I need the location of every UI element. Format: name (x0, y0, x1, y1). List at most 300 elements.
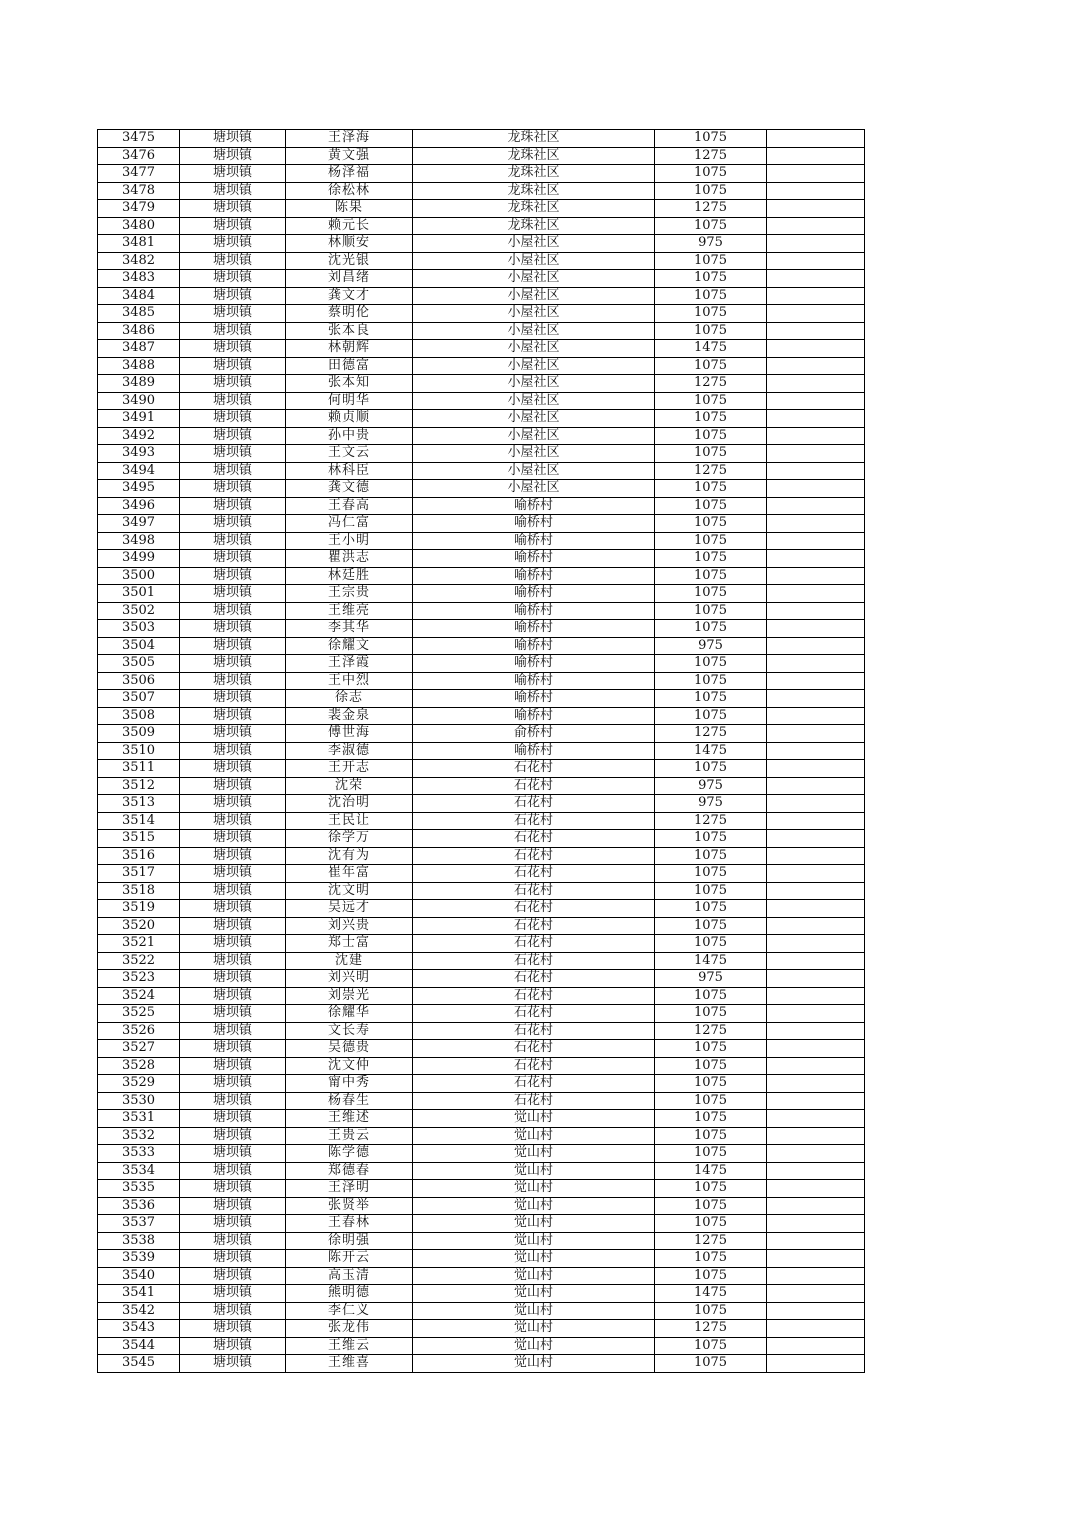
amount-cell: 975 (655, 637, 767, 655)
seq-cell: 3502 (98, 602, 180, 620)
village-cell: 觉山村 (413, 1127, 655, 1145)
town-cell: 塘坝镇 (180, 1145, 286, 1163)
seq-cell: 3488 (98, 357, 180, 375)
seq-cell: 3506 (98, 672, 180, 690)
table-row (98, 987, 865, 1005)
town-cell: 塘坝镇 (180, 690, 286, 708)
name-cell: 赖贞顺 (286, 410, 413, 428)
village-cell: 石花村 (413, 882, 655, 900)
seq-cell: 3520 (98, 917, 180, 935)
remark-cell (767, 515, 865, 533)
name-cell: 田德富 (286, 357, 413, 375)
remark-cell (767, 462, 865, 480)
village-cell: 喻桥村 (413, 532, 655, 550)
seq-cell: 3522 (98, 952, 180, 970)
remark-cell (767, 812, 865, 830)
table-row (98, 847, 865, 865)
village-cell: 觉山村 (413, 1267, 655, 1285)
table-row (98, 147, 865, 165)
village-cell: 石花村 (413, 812, 655, 830)
name-cell: 郑德春 (286, 1162, 413, 1180)
seq-cell: 3482 (98, 252, 180, 270)
amount-cell: 1075 (655, 1092, 767, 1110)
remark-cell (767, 550, 865, 568)
name-cell: 杨春生 (286, 1092, 413, 1110)
remark-cell (767, 620, 865, 638)
seq-cell: 3543 (98, 1320, 180, 1338)
town-cell: 塘坝镇 (180, 882, 286, 900)
amount-cell: 1275 (655, 147, 767, 165)
remark-cell (767, 917, 865, 935)
seq-cell: 3541 (98, 1285, 180, 1303)
name-cell: 王春林 (286, 1215, 413, 1233)
table-row (98, 812, 865, 830)
table-row (98, 672, 865, 690)
amount-cell: 1075 (655, 935, 767, 953)
village-cell: 觉山村 (413, 1110, 655, 1128)
seq-cell: 3533 (98, 1145, 180, 1163)
seq-cell: 3540 (98, 1267, 180, 1285)
seq-cell: 3517 (98, 865, 180, 883)
town-cell: 塘坝镇 (180, 1057, 286, 1075)
amount-cell: 1075 (655, 410, 767, 428)
town-cell: 塘坝镇 (180, 1232, 286, 1250)
name-cell: 赖元长 (286, 217, 413, 235)
seq-cell: 3483 (98, 270, 180, 288)
remark-cell (767, 725, 865, 743)
subsidy-table-body (98, 130, 865, 1373)
town-cell: 塘坝镇 (180, 1355, 286, 1373)
village-cell: 石花村 (413, 1005, 655, 1023)
village-cell: 石花村 (413, 987, 655, 1005)
amount-cell: 1475 (655, 1162, 767, 1180)
seq-cell: 3480 (98, 217, 180, 235)
remark-cell (767, 392, 865, 410)
amount-cell: 1075 (655, 165, 767, 183)
amount-cell: 1075 (655, 497, 767, 515)
remark-cell (767, 182, 865, 200)
name-cell: 王开志 (286, 760, 413, 778)
remark-cell (767, 340, 865, 358)
name-cell: 龚文才 (286, 287, 413, 305)
remark-cell (767, 1250, 865, 1268)
name-cell: 王春高 (286, 497, 413, 515)
village-cell: 觉山村 (413, 1355, 655, 1373)
seq-cell: 3519 (98, 900, 180, 918)
village-cell: 小屋社区 (413, 462, 655, 480)
amount-cell: 1075 (655, 357, 767, 375)
table-row (98, 1215, 865, 1233)
name-cell: 冯仁富 (286, 515, 413, 533)
remark-cell (767, 602, 865, 620)
table-row (98, 970, 865, 988)
amount-cell: 1075 (655, 515, 767, 533)
name-cell: 蔡明伦 (286, 305, 413, 323)
town-cell: 塘坝镇 (180, 410, 286, 428)
seq-cell: 3498 (98, 532, 180, 550)
town-cell: 塘坝镇 (180, 165, 286, 183)
amount-cell: 1475 (655, 1285, 767, 1303)
town-cell: 塘坝镇 (180, 935, 286, 953)
amount-cell: 1075 (655, 847, 767, 865)
seq-cell: 3501 (98, 585, 180, 603)
town-cell: 塘坝镇 (180, 182, 286, 200)
table-row (98, 690, 865, 708)
remark-cell (767, 1197, 865, 1215)
table-row (98, 217, 865, 235)
name-cell: 沈建 (286, 952, 413, 970)
table-row (98, 882, 865, 900)
seq-cell: 3536 (98, 1197, 180, 1215)
amount-cell: 1075 (655, 1127, 767, 1145)
village-cell: 喻桥村 (413, 602, 655, 620)
name-cell: 徐耀华 (286, 1005, 413, 1023)
village-cell: 小屋社区 (413, 392, 655, 410)
amount-cell: 1075 (655, 760, 767, 778)
village-cell: 觉山村 (413, 1162, 655, 1180)
amount-cell: 975 (655, 777, 767, 795)
name-cell: 王民让 (286, 812, 413, 830)
table-row (98, 1005, 865, 1023)
village-cell: 小屋社区 (413, 270, 655, 288)
village-cell: 石花村 (413, 935, 655, 953)
name-cell: 王维述 (286, 1110, 413, 1128)
village-cell: 喻桥村 (413, 567, 655, 585)
remark-cell (767, 357, 865, 375)
amount-cell: 975 (655, 795, 767, 813)
remark-cell (767, 1180, 865, 1198)
amount-cell: 1075 (655, 602, 767, 620)
village-cell: 喻桥村 (413, 550, 655, 568)
village-cell: 龙珠社区 (413, 147, 655, 165)
table-row (98, 1075, 865, 1093)
amount-cell: 1075 (655, 1267, 767, 1285)
name-cell: 何明华 (286, 392, 413, 410)
town-cell: 塘坝镇 (180, 532, 286, 550)
seq-cell: 3538 (98, 1232, 180, 1250)
seq-cell: 3484 (98, 287, 180, 305)
town-cell: 塘坝镇 (180, 1180, 286, 1198)
table-row (98, 760, 865, 778)
town-cell: 塘坝镇 (180, 760, 286, 778)
town-cell: 塘坝镇 (180, 427, 286, 445)
table-row (98, 830, 865, 848)
table-row (98, 917, 865, 935)
seq-cell: 3492 (98, 427, 180, 445)
village-cell: 喻桥村 (413, 585, 655, 603)
village-cell: 龙珠社区 (413, 165, 655, 183)
seq-cell: 3542 (98, 1302, 180, 1320)
town-cell: 塘坝镇 (180, 847, 286, 865)
name-cell: 沈文明 (286, 882, 413, 900)
amount-cell: 1075 (655, 1180, 767, 1198)
town-cell: 塘坝镇 (180, 357, 286, 375)
village-cell: 小屋社区 (413, 305, 655, 323)
remark-cell (767, 287, 865, 305)
remark-cell (767, 1127, 865, 1145)
village-cell: 喻桥村 (413, 620, 655, 638)
remark-cell (767, 445, 865, 463)
village-cell: 喻桥村 (413, 742, 655, 760)
amount-cell: 1475 (655, 952, 767, 970)
amount-cell: 1075 (655, 1057, 767, 1075)
amount-cell: 1075 (655, 917, 767, 935)
table-row (98, 1022, 865, 1040)
remark-cell (767, 865, 865, 883)
name-cell: 文长寿 (286, 1022, 413, 1040)
table-row (98, 305, 865, 323)
name-cell: 陈开云 (286, 1250, 413, 1268)
name-cell: 龚文德 (286, 480, 413, 498)
name-cell: 沈光银 (286, 252, 413, 270)
seq-cell: 3509 (98, 725, 180, 743)
town-cell: 塘坝镇 (180, 287, 286, 305)
town-cell: 塘坝镇 (180, 252, 286, 270)
table-row (98, 1162, 865, 1180)
table-row (98, 200, 865, 218)
amount-cell: 1275 (655, 812, 767, 830)
name-cell: 沈有为 (286, 847, 413, 865)
remark-cell (767, 1215, 865, 1233)
town-cell: 塘坝镇 (180, 1250, 286, 1268)
amount-cell: 1075 (655, 987, 767, 1005)
village-cell: 觉山村 (413, 1302, 655, 1320)
remark-cell (767, 1145, 865, 1163)
town-cell: 塘坝镇 (180, 130, 286, 148)
table-row (98, 602, 865, 620)
village-cell: 喻桥村 (413, 690, 655, 708)
amount-cell: 1275 (655, 1320, 767, 1338)
remark-cell (767, 235, 865, 253)
seq-cell: 3515 (98, 830, 180, 848)
name-cell: 王维云 (286, 1337, 413, 1355)
table-row (98, 567, 865, 585)
amount-cell: 1075 (655, 130, 767, 148)
amount-cell: 1075 (655, 882, 767, 900)
name-cell: 吴远才 (286, 900, 413, 918)
table-row (98, 1057, 865, 1075)
remark-cell (767, 760, 865, 778)
town-cell: 塘坝镇 (180, 795, 286, 813)
name-cell: 王中烈 (286, 672, 413, 690)
amount-cell: 1075 (655, 830, 767, 848)
village-cell: 龙珠社区 (413, 200, 655, 218)
remark-cell (767, 532, 865, 550)
seq-cell: 3535 (98, 1180, 180, 1198)
remark-cell (767, 305, 865, 323)
town-cell: 塘坝镇 (180, 917, 286, 935)
remark-cell (767, 480, 865, 498)
amount-cell: 1075 (655, 445, 767, 463)
remark-cell (767, 882, 865, 900)
town-cell: 塘坝镇 (180, 1320, 286, 1338)
village-cell: 小屋社区 (413, 287, 655, 305)
table-row (98, 1145, 865, 1163)
remark-cell (767, 970, 865, 988)
town-cell: 塘坝镇 (180, 900, 286, 918)
village-cell: 石花村 (413, 847, 655, 865)
table-row (98, 585, 865, 603)
amount-cell: 1075 (655, 532, 767, 550)
amount-cell: 975 (655, 970, 767, 988)
town-cell: 塘坝镇 (180, 462, 286, 480)
town-cell: 塘坝镇 (180, 340, 286, 358)
remark-cell (767, 830, 865, 848)
amount-cell: 1075 (655, 865, 767, 883)
remark-cell (767, 270, 865, 288)
table-row (98, 1127, 865, 1145)
town-cell: 塘坝镇 (180, 567, 286, 585)
name-cell: 崔年富 (286, 865, 413, 883)
table-row (98, 1250, 865, 1268)
remark-cell (767, 987, 865, 1005)
amount-cell: 1275 (655, 462, 767, 480)
seq-cell: 3478 (98, 182, 180, 200)
table-row (98, 1232, 865, 1250)
town-cell: 塘坝镇 (180, 672, 286, 690)
village-cell: 石花村 (413, 1092, 655, 1110)
name-cell: 徐耀文 (286, 637, 413, 655)
village-cell: 觉山村 (413, 1320, 655, 1338)
table-row (98, 410, 865, 428)
seq-cell: 3544 (98, 1337, 180, 1355)
remark-cell (767, 1232, 865, 1250)
name-cell: 傅世海 (286, 725, 413, 743)
village-cell: 龙珠社区 (413, 182, 655, 200)
town-cell: 塘坝镇 (180, 1040, 286, 1058)
amount-cell: 1075 (655, 1110, 767, 1128)
seq-cell: 3529 (98, 1075, 180, 1093)
village-cell: 喻桥村 (413, 672, 655, 690)
name-cell: 张龙伟 (286, 1320, 413, 1338)
amount-cell: 1075 (655, 1250, 767, 1268)
table-row (98, 1180, 865, 1198)
remark-cell (767, 707, 865, 725)
table-row (98, 462, 865, 480)
name-cell: 林顺安 (286, 235, 413, 253)
amount-cell: 1075 (655, 567, 767, 585)
town-cell: 塘坝镇 (180, 707, 286, 725)
table-row (98, 252, 865, 270)
table-row (98, 182, 865, 200)
town-cell: 塘坝镇 (180, 987, 286, 1005)
table-row (98, 865, 865, 883)
town-cell: 塘坝镇 (180, 637, 286, 655)
seq-cell: 3512 (98, 777, 180, 795)
village-cell: 小屋社区 (413, 427, 655, 445)
amount-cell: 1075 (655, 585, 767, 603)
town-cell: 塘坝镇 (180, 235, 286, 253)
seq-cell: 3532 (98, 1127, 180, 1145)
table-row (98, 550, 865, 568)
town-cell: 塘坝镇 (180, 480, 286, 498)
amount-cell: 1075 (655, 322, 767, 340)
amount-cell: 1075 (655, 1075, 767, 1093)
name-cell: 高玉清 (286, 1267, 413, 1285)
village-cell: 小屋社区 (413, 375, 655, 393)
town-cell: 塘坝镇 (180, 200, 286, 218)
town-cell: 塘坝镇 (180, 620, 286, 638)
remark-cell (767, 672, 865, 690)
amount-cell: 1075 (655, 305, 767, 323)
amount-cell: 1075 (655, 182, 767, 200)
name-cell: 王泽霞 (286, 655, 413, 673)
name-cell: 徐松林 (286, 182, 413, 200)
table-row (98, 707, 865, 725)
town-cell: 塘坝镇 (180, 305, 286, 323)
village-cell: 觉山村 (413, 1285, 655, 1303)
amount-cell: 975 (655, 235, 767, 253)
amount-cell: 1075 (655, 252, 767, 270)
remark-cell (767, 655, 865, 673)
town-cell: 塘坝镇 (180, 1110, 286, 1128)
town-cell: 塘坝镇 (180, 322, 286, 340)
table-row (98, 742, 865, 760)
village-cell: 石花村 (413, 1057, 655, 1075)
town-cell: 塘坝镇 (180, 1092, 286, 1110)
name-cell: 李仁义 (286, 1302, 413, 1320)
remark-cell (767, 1337, 865, 1355)
table-row (98, 1285, 865, 1303)
table-row (98, 445, 865, 463)
table-row (98, 340, 865, 358)
town-cell: 塘坝镇 (180, 655, 286, 673)
village-cell: 小屋社区 (413, 340, 655, 358)
name-cell: 张本知 (286, 375, 413, 393)
table-row (98, 1355, 865, 1373)
remark-cell (767, 1162, 865, 1180)
amount-cell: 1075 (655, 217, 767, 235)
name-cell: 杨泽福 (286, 165, 413, 183)
amount-cell: 1075 (655, 287, 767, 305)
name-cell: 王文云 (286, 445, 413, 463)
village-cell: 小屋社区 (413, 252, 655, 270)
town-cell: 塘坝镇 (180, 270, 286, 288)
table-row (98, 532, 865, 550)
seq-cell: 3486 (98, 322, 180, 340)
amount-cell: 1075 (655, 707, 767, 725)
table-row (98, 130, 865, 148)
town-cell: 塘坝镇 (180, 952, 286, 970)
town-cell: 塘坝镇 (180, 375, 286, 393)
seq-cell: 3500 (98, 567, 180, 585)
seq-cell: 3534 (98, 1162, 180, 1180)
town-cell: 塘坝镇 (180, 1267, 286, 1285)
remark-cell (767, 952, 865, 970)
town-cell: 塘坝镇 (180, 1215, 286, 1233)
town-cell: 塘坝镇 (180, 1022, 286, 1040)
village-cell: 小屋社区 (413, 357, 655, 375)
seq-cell: 3494 (98, 462, 180, 480)
village-cell: 觉山村 (413, 1197, 655, 1215)
seq-cell: 3508 (98, 707, 180, 725)
seq-cell: 3539 (98, 1250, 180, 1268)
village-cell: 喻桥村 (413, 515, 655, 533)
amount-cell: 1075 (655, 392, 767, 410)
town-cell: 塘坝镇 (180, 1005, 286, 1023)
seq-cell: 3514 (98, 812, 180, 830)
town-cell: 塘坝镇 (180, 392, 286, 410)
remark-cell (767, 1075, 865, 1093)
table-row (98, 1040, 865, 1058)
seq-cell: 3493 (98, 445, 180, 463)
remark-cell (767, 847, 865, 865)
village-cell: 龙珠社区 (413, 217, 655, 235)
name-cell: 张贤举 (286, 1197, 413, 1215)
amount-cell: 1075 (655, 690, 767, 708)
remark-cell (767, 1320, 865, 1338)
table-row (98, 480, 865, 498)
